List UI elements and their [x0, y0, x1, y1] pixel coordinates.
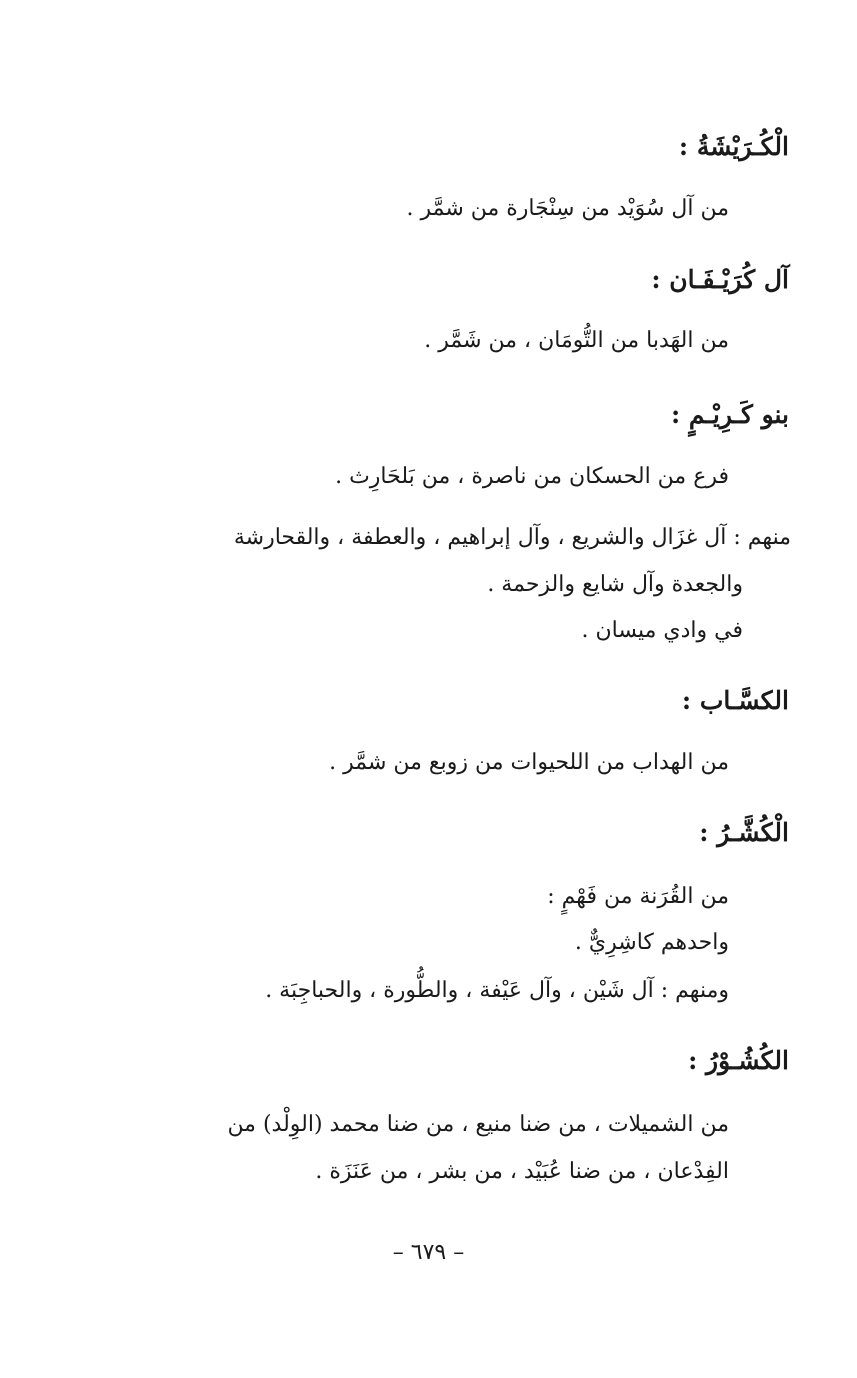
entry-line: من آل سُوَيْد من سِنْجَارة من شمَّر .: [406, 196, 729, 221]
entry-line: والجعدة وآل شايع والزحمة .: [487, 572, 743, 597]
entry-line: من القُرَنة من فَهْمٍ :: [547, 884, 729, 909]
entry-line: من الهداب من اللحيوات من زوبع من شمَّر .: [329, 750, 729, 775]
entry-line: في وادي ميسان .: [581, 618, 743, 643]
entry-line: الفِدْعان ، من ضنا عُبَيْد ، من بشر ، من عَنَزَة .: [315, 1159, 729, 1184]
entry-line: واحدهم كاشِرِيٌّ .: [574, 930, 729, 955]
entry-line: منهم : آل غزَال والشريع ، وآل إبراهيم ، والعطفة ، والقحارشة: [233, 525, 791, 550]
entry-line: من الهَدبا من التُّومَان ، من شَمَّر .: [424, 328, 729, 353]
entry-title-kushur: الكُشُـوْرُ :: [688, 1046, 789, 1075]
entry-line: من الشميلات ، من ضنا منيع ، من ضنا محمد (الوِلْد) من: [227, 1112, 729, 1137]
page-number: – ٦٧٩ –: [392, 1240, 465, 1265]
entry-title-kushshar: الْكُشَّـرُ :: [699, 818, 789, 847]
entry-title-banu-karim: بنو كَـرِيْـمٍ :: [671, 400, 789, 429]
entry-title-al-kurayfan: آل كُرَيْـفَـان :: [651, 265, 789, 294]
entry-line: ومنهم : آل شَيْن ، وآل عَيْفة ، والطُّورة ، والحباجِبَة .: [265, 978, 729, 1003]
entry-title-kassab: الكسَّـاب :: [681, 686, 789, 715]
entry-line: فرع من الحسكان من ناصرة ، من بَلحَارِث .: [335, 464, 729, 489]
entry-title-kurayshah: الْكُـرَيْشَةُ :: [678, 132, 789, 161]
